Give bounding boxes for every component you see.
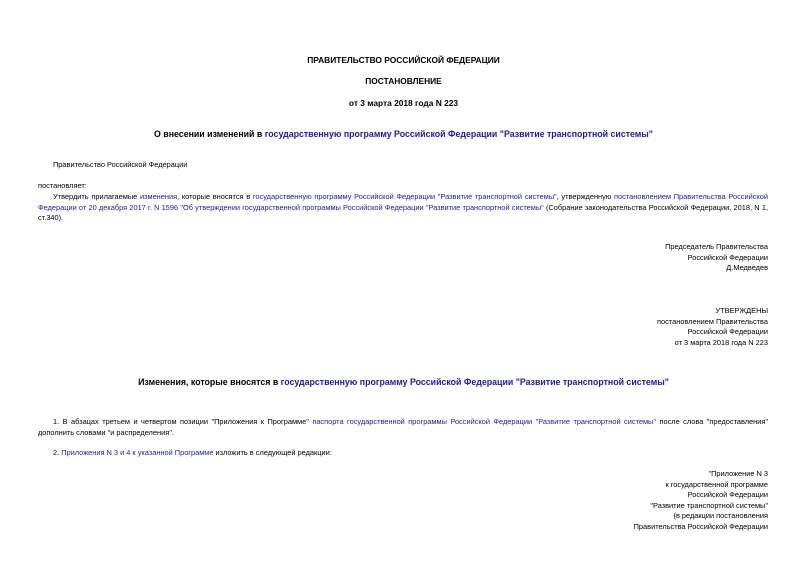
appendix-header: [634, 469, 768, 532]
item-text: 1. В абзацах третьем и четвертом позиции "Приложения к Программе": [53, 417, 313, 426]
resolution-link[interactable]: постановлением Правительства Российской Федерации от 20 декабря 2017 г. N 1596 "Об утверждении государственной программы Российской Федерации "Развитие транспортной системы": [38, 192, 768, 212]
item-text: 2.: [53, 448, 62, 457]
item-text: изложить в следующей редакции:: [213, 448, 332, 457]
approval-line: Российской Федерации: [687, 327, 768, 336]
decision-text: (Собрание законодательства Российской Федерации, 2018, N 1, ст.340).: [38, 202, 768, 222]
government-heading: ПРАВИТЕЛЬСТВО РОССИЙСКОЙ ФЕДЕРАЦИИ: [307, 55, 500, 65]
change-item-2: [53, 448, 332, 459]
appendix-line: "Приложение N 3: [708, 469, 768, 478]
decision-text: , которые вносятся в: [177, 192, 253, 201]
appendix-line: (в редакции постановления: [673, 511, 768, 520]
signature-name: Д.Медведев: [726, 263, 768, 272]
changes-link[interactable]: изменения: [139, 192, 178, 201]
changes-title-text: Изменения, которые вносятся в: [138, 377, 281, 387]
document-date-number: от 3 марта 2018 года N 223: [348, 98, 459, 108]
signature-organization: Российской Федерации: [687, 252, 768, 262]
change-item-1: [38, 417, 768, 438]
passport-link[interactable]: паспорта государственной программы Российской Федерации "Развитие транспортной системы": [312, 417, 656, 426]
decision-text: , утвержденную: [556, 192, 615, 201]
document-type-heading: ПОСТАНОВЛЕНИЕ: [365, 76, 442, 86]
program-link[interactable]: государственную программу Российской Федерации "Развитие транспортной системы": [264, 129, 653, 139]
changes-title: [0, 376, 807, 388]
preamble-subject: Правительство Российской Федерации: [53, 160, 188, 169]
approval-title: УТВЕРЖДЕНЫ: [715, 306, 768, 315]
program-link[interactable]: государственную программу Российской Федерации "Развитие транспортной системы": [252, 192, 557, 201]
signature-block: [665, 242, 768, 274]
decision-paragraph: [38, 192, 768, 224]
preamble-decides: постановляет:: [38, 181, 87, 190]
signature-position: Председатель Правительства: [665, 242, 768, 251]
document-title: [0, 128, 807, 140]
appendices-link[interactable]: Приложения N 3 и 4 к указанной Программе: [61, 448, 214, 457]
program-link[interactable]: государственную программу Российской Федерации "Развитие транспортной системы": [280, 377, 669, 387]
appendix-line: к государственной программе: [665, 479, 768, 489]
appendix-line: Правительства Российской Федерации: [633, 521, 768, 531]
document-title-text: О внесении изменений в: [154, 129, 265, 139]
appendix-line: "Развитие транспортной системы": [650, 500, 768, 510]
item-text: после слова "предоставления" дополнить словами "и распределения".: [38, 417, 768, 437]
approval-line: постановлением Правительства: [657, 316, 768, 326]
appendix-line: Российской Федерации: [687, 490, 768, 499]
approval-block: [657, 306, 768, 348]
decision-text: Утвердить прилагаемые: [53, 192, 140, 201]
approval-line: от 3 марта 2018 года N 223: [674, 337, 768, 347]
